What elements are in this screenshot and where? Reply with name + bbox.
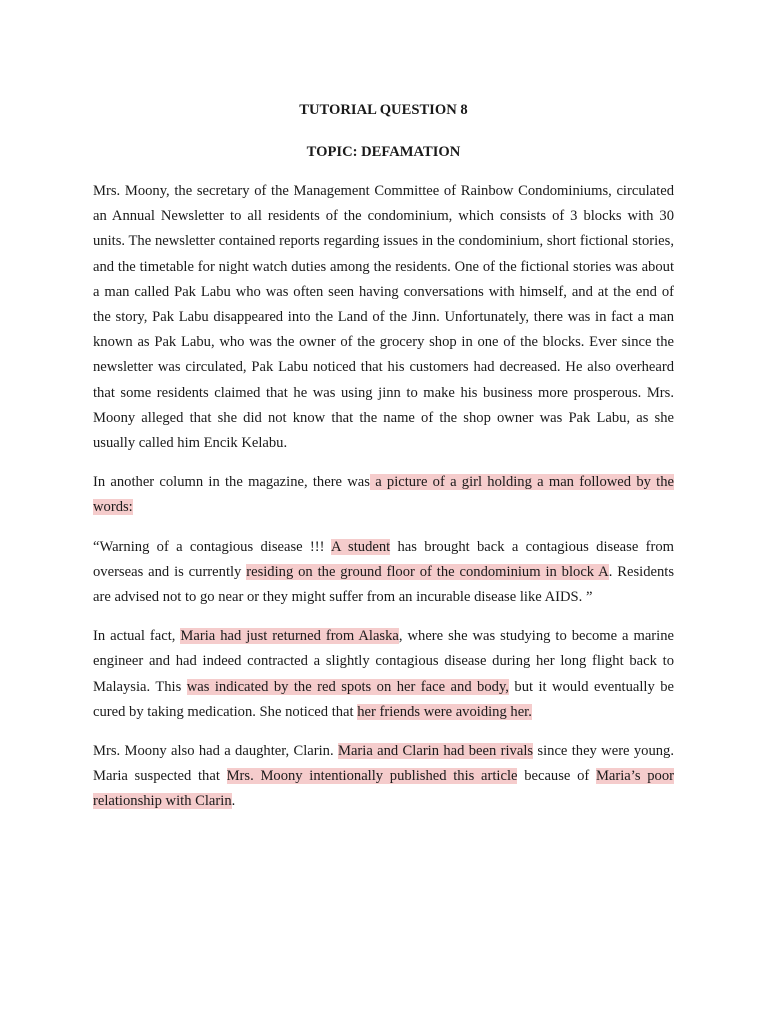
highlighted-text: Maria had just returned from Alaska bbox=[180, 628, 399, 645]
highlighted-text: was indicated by the red spots on her face and body, bbox=[186, 678, 509, 695]
highlighted-text: Maria and Clarin had been rivals bbox=[337, 743, 534, 760]
document-topic: TOPIC: DEFAMATION bbox=[306, 144, 461, 160]
paragraph-text: . Residents are advised not to go near or they might suffer from an incurable disease like AIDS. ” bbox=[93, 563, 674, 606]
highlighted-text: A student bbox=[331, 538, 391, 555]
highlighted-text: Mrs. Moony intentionally published this article bbox=[226, 768, 518, 785]
paragraph-text: “Warning of a contagious disease !!! bbox=[93, 538, 331, 555]
paragraph-text: but it would eventually be cured by taking medication. She noticed that bbox=[93, 678, 674, 720]
paragraph-text: Mrs. Moony also had a daughter, Clarin. bbox=[93, 743, 338, 760]
highlighted-text: a picture of a girl holding a man followed by the words: bbox=[93, 474, 674, 516]
document-title: TUTORIAL QUESTION 8 bbox=[299, 102, 468, 118]
paragraph-4 bbox=[93, 624, 674, 725]
paragraph-1 bbox=[93, 179, 674, 456]
document-body bbox=[93, 179, 674, 815]
paragraph-text: In another column in the magazine, there was bbox=[93, 474, 370, 491]
paragraph-text: , where she was studying to become a marine engineer and had indeed contracted a slightly contagious disease during her long flight back to Malaysia. This bbox=[93, 628, 674, 695]
paragraph-3 bbox=[93, 535, 674, 611]
highlighted-text: her friends were avoiding her. bbox=[357, 703, 532, 720]
document-page bbox=[93, 96, 674, 829]
paragraph-text: Mrs. Moony, the secretary of the Management Committee of Rainbow Condominiums, circulated an Annual Newsletter to all residents of the condominium, which consists of 3 blocks with 30 units. The newsletter contained reports regarding issues in the condominium, short fictional stories, and the timetable for night watch duties among the residents. One of the fictional stories was about a man called Pak Labu who was often seen having conversations with himself, and at the end of the story, Pak Labu disappeared into the Land of the Jinn. Unfortunately, there was in fact a man known as Pak Labu, who was the owner of the grocery shop in one of the blocks. Ever since the newsletter was circulated, Pak Labu noticed that his customers had decreased. He also overheard that some residents claimed that he was using jinn to make his business more prosperous. Mrs. Moony alleged that she did not know that the name of the shop owner was Pak Labu, as she usually called him Encik Kelabu. bbox=[93, 183, 674, 452]
highlighted-text: Maria’s poor relationship with Clarin bbox=[93, 768, 674, 810]
paragraph-5 bbox=[93, 739, 674, 815]
paragraph-text: In actual fact, bbox=[93, 628, 181, 645]
highlighted-text: residing on the ground floor of the condominium in block A bbox=[246, 563, 609, 580]
paragraph-text: has brought back a contagious disease from overseas and is currently bbox=[93, 538, 674, 580]
paragraph-text: because of bbox=[517, 768, 596, 785]
paragraph-text: since they were young. Maria suspected that bbox=[93, 743, 675, 785]
paragraph-text: . bbox=[231, 793, 236, 810]
paragraph-2 bbox=[93, 470, 674, 520]
